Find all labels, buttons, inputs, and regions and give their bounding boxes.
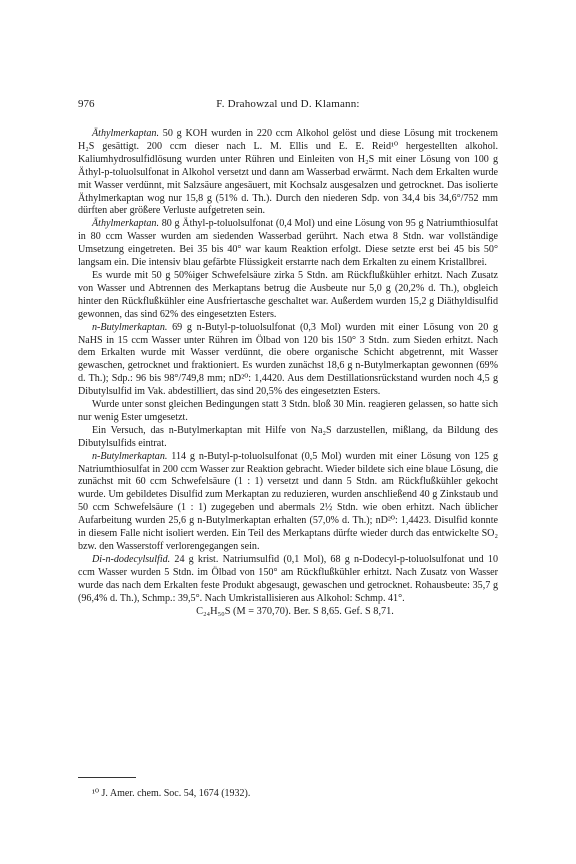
section-title: Äthylmerkaptan. [92,218,159,230]
page-header [78,98,498,110]
running-title: F. Drahowzal und D. Klamann: [216,98,360,110]
paragraph [78,270,498,322]
paragraph [78,128,498,218]
paragraph [78,399,498,425]
analysis-formula: C₂₄H₅₀S (M = 370,70). Ber. S 8,65. Gef. S 8,71. [196,605,394,617]
section-title: Äthylmerkaptan. [92,128,159,139]
paragraph [78,218,498,270]
paragraph [78,554,498,606]
paragraph [78,425,498,451]
section-title: Di-n-dodecylsulfid. [92,553,171,565]
paragraph-text: Es wurde mit 50 g 50%iger Schwefelsäure zirka 5 Stdn. am Rückflußkühler erhitzt. Nach Zusatz von Wasser und Abtrennen des Merkaptans betrug die Ausbeute nur 5,0 g (20,2% d. Th.), obgleich hinter den Rückflußkühler eine Ausfriertasche geschaltet war. Außerdem wurden 15,2 g Diäthyldisulfid gewonnen, das sind 62% des eingesetzten Esters. [78,269,498,320]
paragraph-text: Ein Versuch, das n-Butylmerkaptan mit Hilfe von Na₂S darzustellen, mißlang, da Bildung des Dibutylsulfids eintrat. [78,424,498,449]
paragraph-text: 50 g KOH wurden in 220 ccm Alkohol gelöst und diese Lösung mit trockenem H₂S gesättigt. 200 ccm dieser nach L. M. Ellis und E. E. Reid¹⁰ hergestellten alkohol. Kaliumhydrosulfidlösung wurden unter Rühren und Einleiten von H₂S mit einer Lösung von 100 g Äthyl-p-toluolsulfonat in Alkohol versetzt und dann am Wasserbad erwärmt. Nach dem Erkalten wurde mit Wasser verdünnt, mit Salzsäure angesäuert, mit Kochsalz ausgesalzen und getrocknet. Das isolierte Äthylmerkaptan wog nur 15,8 g (51% d. Th.). Durch den niederen Sdp. von 34,4 bis 34,6°/752 mm dürften aber größere Verluste aufgetreten sein. [78,128,498,217]
paragraph-text: 69 g n-Butyl-p-toluolsulfonat (0,3 Mol) wurden mit einer Lösung von 20 g NaHS in 15 ccm Wasser unter Rühren im Ölbad von 120 bis 150° 3 Stdn. zum Sieden erhitzt. Nach dem Erkalten wurde mit Wasser verdünnt, die obere organische Schicht abgetrennt, mit Wasser gewaschen, getrocknet und fraktioniert. Es wurden zunächst 18,6 g n-Butylmerkaptan gewonnen (69% d. Th.); Sdp.: 96 bis 98°/749,8 mm; nD²⁰: 1,4420. Aus dem Destillationsrückstand wurden noch 4,5 g Dibutylsulfid im Vak. abdestilliert, das sind 20,5% des eingesetzten Esters. [78,321,498,398]
section-title: n-Butylmerkaptan. [92,450,168,462]
section-title: n-Butylmerkaptan. [92,321,168,333]
page-number: 976 [78,98,95,110]
footnote-rule [78,777,136,778]
paragraph-text: 24 g krist. Natriumsulfid (0,1 Mol), 68 g n-Dodecyl-p-toluolsulfonat und 10 ccm Wasser wurden 5 Stdn. im Ölbad von 150° am Rückflußkühler erhitzt. Nach Zusatz von Wasser wurde das nach dem Erkalten feste Produkt abgesaugt, gewaschen und getrocknet. Rohausbeute: 35,7 g (96,4% d. Th.), Schmp.: 39,5°. Nach Umkristallisieren aus Alkohol: Schmp. 41°. [78,553,498,604]
paragraph-text: 114 g n-Butyl-p-toluolsulfonat (0,5 Mol) wurden mit einer Lösung von 125 g Natriumthiosulfat in 200 ccm Wasser zur Reaktion gebracht. Wieder bildete sich eine blaue Lösung, die zunächst mit 60 ccm Schwefelsäure (1 : 1) versetzt und dann 5 Stdn. am Rückflußkühler gekocht wurde. Um gebildetes Disulfid zum Merkaptan zu reduzieren, wurden anschließend 40 g Zinkstaub und 50 ccm Schwefelsäure (1 : 1) zugegeben und abermals 2½ Stdn. wie oben erhitzt. Nach üblicher Aufarbeitung wurden 25,6 g n-Butylmerkaptan erhalten (57,0% d. Th.); nD²⁰: 1,4423. Disulfid konnte in diesem Falle nicht isoliert werden. Ein Teil des Merkaptans dürfte wieder durch das entwickelte SO₂ bzw. den Wasserstoff verlorengegangen sein. [78,450,498,552]
paragraph-text: 80 g Äthyl-p-toluolsulfonat (0,4 Mol) und eine Lösung von 95 g Natriumthiosulfat in 80 ccm Wasser wurden am siedenden Wasserbad gerührt. Nach etwa 8 Stdn. war vollständige Umsetzung eingetreten. Bei 35 bis 40° war kaum Reaktion erfolgt. Diese setzte erst bei 45 bis 50° langsam ein. Die intensiv blau gefärbte Flüssigkeit erstarrte nach dem Erkalten zu einem Kristallbrei. [78,218,498,269]
paragraph [78,322,498,399]
paragraph [78,451,498,554]
body-text [78,128,498,618]
paragraph-text: Wurde unter sonst gleichen Bedingungen statt 3 Stdn. bloß 30 Min. reagieren gelassen, so hatte sich nur wenig Ester umgesetzt. [78,399,498,423]
footnote: ¹⁰ J. Amer. chem. Soc. 54, 1674 (1932). [92,788,251,799]
